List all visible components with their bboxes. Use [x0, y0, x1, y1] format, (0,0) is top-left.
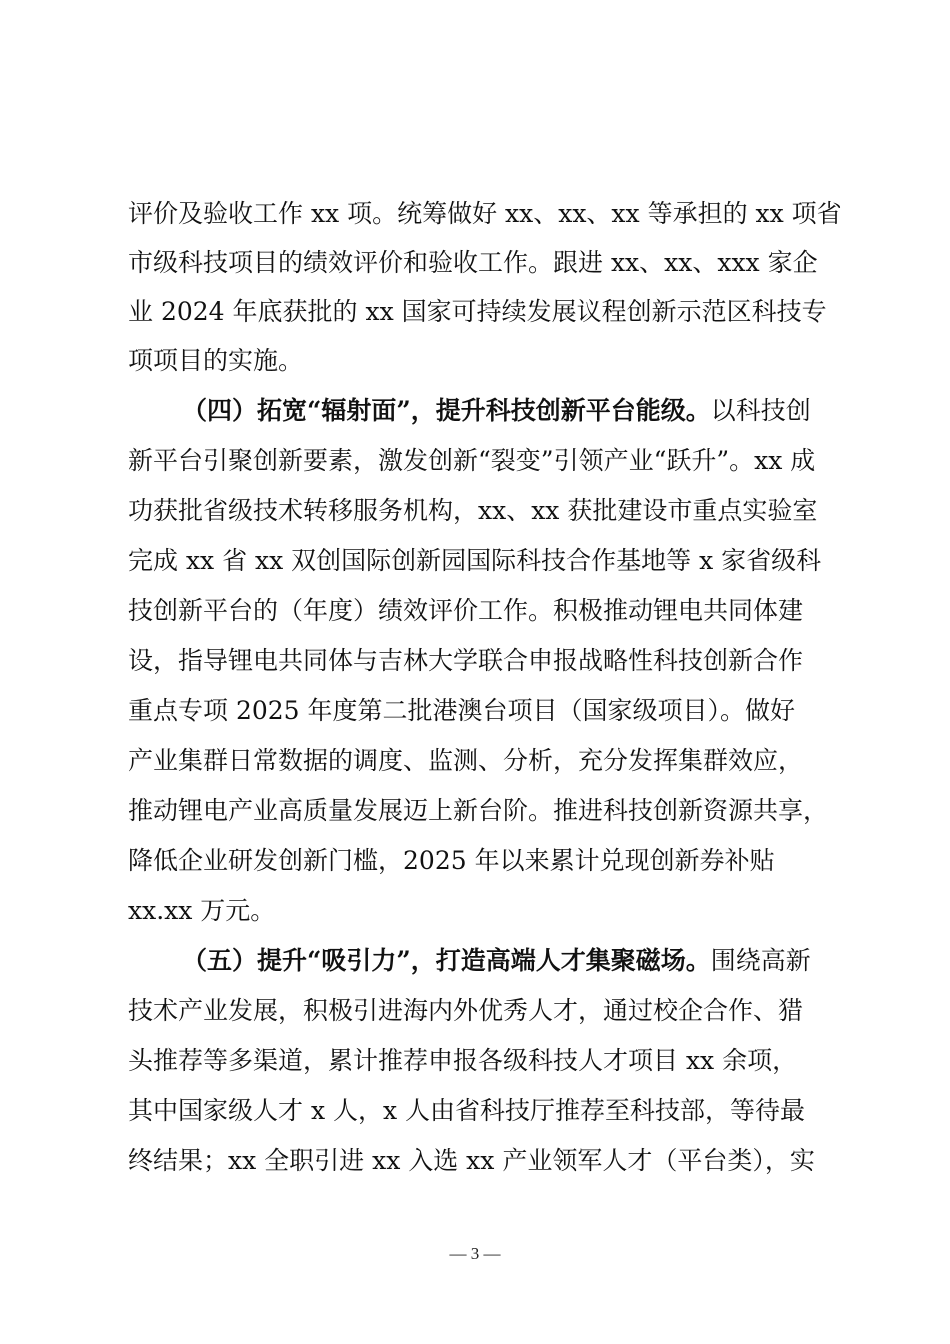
section-heading-line: （五）提升“吸引力”，打造高端人才集聚磁场。围绕高新 [182, 946, 811, 975]
body-line: 评价及验收工作 xx 项。统筹做好 xx、xx、xx 等承担的 xx 项省 [128, 199, 842, 228]
body-line: 新平台引聚创新要素，激发创新“裂变”引领产业“跃升”。xx 成 [128, 446, 816, 475]
body-line: 技创新平台的（年度）绩效评价工作。积极推动锂电共同体建 [128, 596, 804, 625]
body-line: 重点专项 2025 年度第二批港澳台项目（国家级项目）。做好 [128, 696, 796, 725]
section-heading-5: （五）提升“吸引力”，打造高端人才集聚磁场。 [182, 946, 711, 975]
body-line: 技术产业发展，积极引进海内外优秀人才，通过校企合作、猎 [128, 996, 804, 1025]
body-line: 功获批省级技术转移服务机构，xx、xx 获批建设市重点实验室 [128, 496, 818, 525]
page-number: — 3 — [449, 1244, 501, 1263]
body-line: 业 2024 年底获批的 xx 国家可持续发展议程创新示范区科技专 [128, 297, 827, 326]
body-line: 设，指导锂电共同体与吉林大学联合申报战略性科技创新合作 [128, 646, 804, 675]
body-line: 头推荐等多渠道，累计推荐申报各级科技人才项目 xx 余项， [128, 1046, 798, 1075]
body-line: 项项目的实施。 [128, 346, 304, 375]
body-line: 产业集群日常数据的调度、监测、分析，充分发挥集群效应， [128, 746, 804, 775]
section-heading-4: （四）拓宽“辐射面”，提升科技创新平台能级。 [182, 396, 711, 425]
section-heading-line: （四）拓宽“辐射面”，提升科技创新平台能级。以科技创 [182, 396, 811, 425]
body-line: xx.xx 万元。 [128, 896, 276, 925]
body-line: 推动锂电产业高质量发展迈上新台阶。推进科技创新资源共享， [128, 796, 829, 825]
body-line: 市级科技项目的绩效评价和验收工作。跟进 xx、xx、xxx 家企 [128, 248, 818, 277]
body-line: 降低企业研发创新门槛，2025 年以来累计兑现创新券补贴 [128, 846, 775, 875]
body-line: 完成 xx 省 xx 双创国际创新园国际科技合作基地等 x 家省级科 [128, 546, 822, 575]
body-line: 其中国家级人才 x 人，x 人由省科技厅推荐至科技部，等待最 [128, 1096, 806, 1125]
body-line: 终结果；xx 全职引进 xx 入选 xx 产业领军人才（平台类），实 [128, 1146, 815, 1175]
